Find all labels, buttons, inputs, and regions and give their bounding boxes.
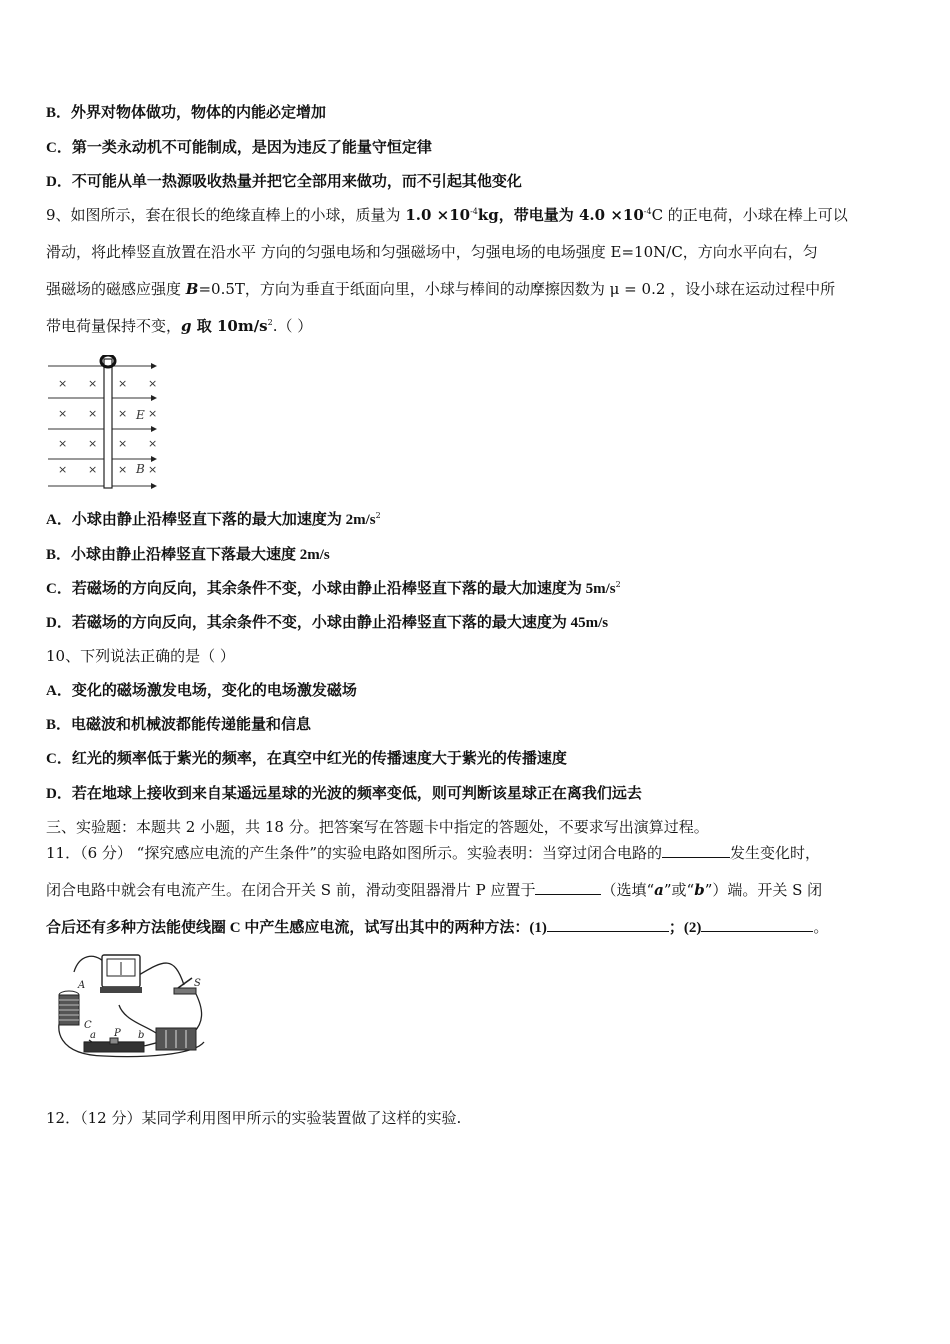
svg-text:×: ×: [88, 463, 98, 476]
q10-option-b: B．电磁波和机械波都能传递能量和信息: [46, 717, 312, 733]
q9-stem-line1: 9、如图所示，套在很长的绝缘直棒上的小球，质量为 $1.0 \times 10^{-4}kg$，带电量为 $4.0 \times 10^{-4}C$ 的正电荷，小球在棒上可以: [46, 206, 848, 224]
q10-option-a: A．变化的磁场激发电场，变化的电场激发磁场: [46, 683, 357, 699]
svg-text:×: ×: [58, 407, 68, 420]
svg-text:×: ×: [118, 437, 128, 450]
q8-option-c: C．第一类永动机不可能制成，是因为违反了能量守恒定律: [46, 140, 432, 156]
wire: [74, 956, 104, 972]
galvanometer-base: [100, 987, 142, 993]
label-b: B: [136, 462, 145, 476]
svg-text:×: ×: [118, 407, 128, 420]
svg-text:×: ×: [88, 437, 98, 450]
switch: [174, 988, 196, 994]
wire: [194, 990, 202, 1032]
label-end-b: b: [138, 1030, 145, 1041]
svg-text:×: ×: [148, 377, 158, 390]
q9-field-figure: [44, 355, 164, 490]
svg-text:×: ×: [148, 437, 158, 450]
blank-3: [547, 917, 669, 932]
blank-1: [662, 843, 730, 858]
label-coil-a: A: [78, 980, 86, 991]
q10-option-c: C．红光的频率低于紫光的频率，在真空中红光的传播速度大于紫光的传播速度: [46, 751, 567, 767]
blank-2: [535, 880, 601, 895]
q11-circuit-figure: [44, 950, 214, 1060]
q9-option-b: B．小球由静止沿棒竖直下落最大速度 2m/s: [46, 547, 330, 563]
svg-text:×: ×: [118, 463, 128, 476]
q9-option-c: C．若磁场的方向反向，其余条件不变，小球由静止沿棒竖直下落的最大加速度为 $5m/s^2$: [46, 580, 621, 597]
label-end-a: a: [90, 1030, 96, 1041]
insulated-rod: [104, 359, 112, 488]
blank-4: [701, 917, 813, 932]
q9-stem-line3: 强磁场的磁感应强度 B=0.5T，方向为垂直于纸面向里，小球与棒间的动摩擦因数为 μ = 0.2 ，设小球在运动过程中所: [46, 280, 836, 298]
q10-option-d: D．若在地球上接收到来自某遥远星球的光波的频率变低，则可判断该星球正在离我们远去: [46, 786, 642, 802]
q12-stem: 12．（12 分）某同学利用图甲所示的实验装置做了这样的实验.: [46, 1109, 462, 1127]
svg-text:×: ×: [58, 463, 68, 476]
svg-text:×: ×: [88, 377, 98, 390]
q9-stem-line4: 带电荷量保持不变，g 取 $10m/s^2$.（ ）: [46, 317, 313, 335]
section-three-heading: 三、实验题：本题共 2 小题，共 18 分。把答案写在答题卡中指定的答题处，不要求写出演算过程。: [46, 818, 709, 836]
svg-text:×: ×: [118, 377, 128, 390]
q9-option-d: D．若磁场的方向反向，其余条件不变，小球由静止沿棒竖直下落的最大速度为 45m/s: [46, 615, 609, 631]
q9-stem-line2: 滑动，将此棒竖直放置在沿水平 方向的匀强电场和匀强磁场中，匀强电场的电场强度 E=10N/C，方向水平向右，匀: [46, 243, 818, 261]
wire: [139, 963, 184, 985]
label-slider-p: P: [114, 1028, 121, 1039]
svg-text:×: ×: [58, 437, 68, 450]
wire: [119, 1005, 156, 1033]
svg-text:×: ×: [58, 377, 68, 390]
q10-stem: 10、下列说法正确的是（ ）: [46, 647, 235, 665]
q11-stem-line3: 合后还有多种方法能使线圈 C 中产生感应电流，试写出其中的两种方法：(1) ；(2) 。: [46, 918, 829, 936]
q8-option-b: B．外界对物体做功，物体的内能必定增加: [46, 105, 327, 121]
label-switch-s: S: [194, 978, 201, 989]
label-coil-c: C: [84, 1020, 92, 1031]
q9-option-a: A．小球由静止沿棒竖直下落的最大加速度为 $2m/s^2$: [46, 511, 381, 528]
svg-text:×: ×: [148, 407, 158, 420]
q11-stem-line1: 11．（6 分） “探究感应电流的产生条件”的实验电路如图所示。实验表明：当穿过闭合电路的 发生变化时，: [46, 844, 821, 862]
svg-text:×: ×: [148, 463, 158, 476]
svg-text:×: ×: [88, 407, 98, 420]
label-e: E: [136, 408, 145, 422]
q11-stem-line2: 闭合电路中就会有电流产生。在闭合开关 S 前，滑动变阻器滑片 P 应置于 （选填“a”或“b”）端。开关 S 闭: [46, 881, 823, 899]
q8-option-d: D．不可能从单一热源吸收热量并把它全部用来做功，而不引起其他变化: [46, 174, 522, 190]
